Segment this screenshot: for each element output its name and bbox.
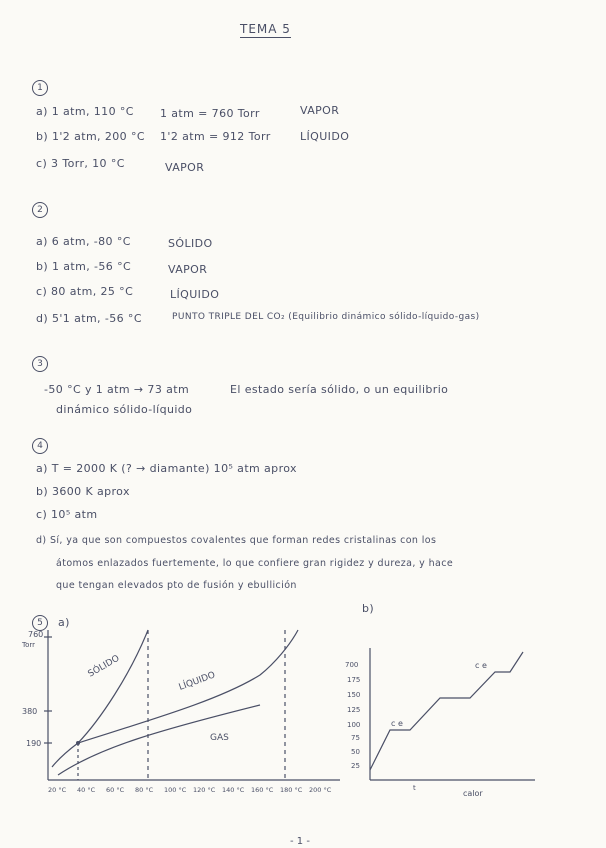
y-tick-b-175: 175 [347,676,361,684]
y-tick-label-190: 190 [26,739,42,748]
q3-line2: dinámico sólido-líquido [56,403,193,416]
x-tick-label-9: 180 °C [280,786,303,794]
question-number-3: 3 [32,356,48,372]
region-liquid: LÍQUIDO [177,670,217,693]
y-tick-b-125: 125 [347,706,361,714]
x-tick-label-4: 80 °C [135,786,154,794]
y-tick-b-25: 25 [351,762,360,770]
y-tick-b-150: 150 [347,691,361,699]
phase-diagram-chart [20,625,350,800]
q1-b-answer: LÍQUIDO [300,130,350,143]
y-tick-b-75: 75 [351,734,360,742]
ce-label-2: c e [475,661,487,670]
x-tick-label-7: 140 °C [222,786,245,794]
x-label-b: calor [463,789,483,798]
y-tick-b-50: 50 [351,748,360,756]
q1-c-label: c) 3 Torr, 10 °C [36,157,125,170]
question-number-2: 2 [32,202,48,218]
region-solid: SÓLIDO [86,653,122,680]
question-number-4: 4 [32,438,48,454]
x-tick-label-1: 20 °C [48,786,67,794]
y-unit-label: Torr [22,641,36,649]
q4-b: b) 3600 K aprox [36,485,130,498]
q2-b-answer: VAPOR [168,263,208,276]
q1-a-extra: 1 atm = 760 Torr [160,107,260,120]
q2-b-label: b) 1 atm, -56 °C [36,260,132,273]
x-tick-b: t [413,784,416,792]
q5-part-b: b) [362,602,375,615]
triple-point [76,741,80,745]
q4-c: c) 10⁵ atm [36,508,98,521]
page-footer: - 1 - [290,836,310,847]
solid-liquid-curve [78,630,148,743]
q1-a-label: a) 1 atm, 110 °C [36,105,134,118]
ce-label-1: c e [391,719,403,728]
q2-c-label: c) 80 atm, 25 °C [36,285,134,298]
q5-part-a: a) [58,616,70,629]
question-number-5: 5 [32,615,48,631]
q2-d-answer: PUNTO TRIPLE DEL CO₂ (Equilibrio dinámico sólido-líquido-gas) [172,312,480,322]
x-tick-label-6: 120 °C [193,786,216,794]
q1-a-answer: VAPOR [300,104,340,117]
q1-b-extra: 1'2 atm = 912 Torr [160,130,271,143]
x-tick-label-10: 200 °C [309,786,332,794]
q2-a-label: a) 6 atm, -80 °C [36,235,131,248]
x-tick-label-3: 60 °C [106,786,125,794]
q2-d-label: d) 5'1 atm, -56 °C [36,312,142,325]
page-title: TEMA 5 [240,22,291,36]
heating-curve [370,652,523,770]
y-tick-b-700: 700 [345,661,359,669]
question-number-1: 1 [32,80,48,96]
y-tick-label-380: 380 [22,707,38,716]
solid-gas-curve [52,743,78,767]
q3-line1b: El estado sería sólido, o un equilibrio [230,383,449,396]
q4-d-line2: átomos enlazados fuertemente, lo que confiere gran rigidez y dureza, y hace [56,558,454,569]
q1-b-label: b) 1'2 atm, 200 °C [36,130,145,143]
x-tick-label-5: 100 °C [164,786,187,794]
y-tick-b-100: 100 [347,721,361,729]
q3-line1: -50 °C y 1 atm → 73 atm [44,383,190,396]
heating-curve-chart [345,640,545,800]
q4-d-line1: d) Sí, ya que son compuestos covalentes que forman redes cristalinas con los [36,535,437,546]
q4-a: a) T = 2000 K (? → diamante) 10⁵ atm aprox [36,462,297,475]
q1-c-answer: VAPOR [165,161,205,174]
x-tick-label-2: 40 °C [77,786,96,794]
region-gas: GAS [210,733,229,743]
q2-c-answer: LÍQUIDO [170,288,220,301]
x-tick-label-8: 160 °C [251,786,274,794]
q4-d-line3: que tengan elevados pto de fusión y ebullición [56,580,297,591]
y-tick-label-760: 760 [28,630,44,639]
q2-a-answer: SÓLIDO [168,237,213,250]
